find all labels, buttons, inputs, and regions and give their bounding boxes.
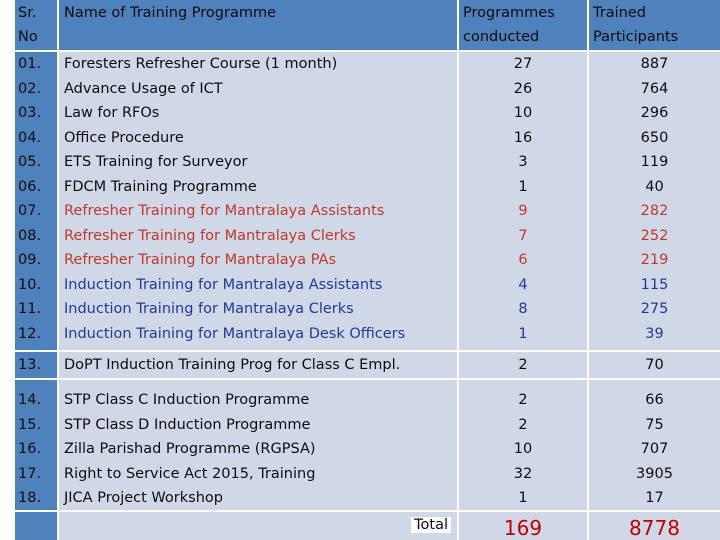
total-label-cell xyxy=(59,512,459,540)
programmes-count: 26 xyxy=(513,80,533,97)
programmes-count: 10 xyxy=(513,441,533,457)
sr-cell: 09. xyxy=(18,252,42,268)
programmes-count: 32 xyxy=(513,465,533,482)
programmes-count: 2 xyxy=(518,416,528,433)
table-header xyxy=(15,0,720,50)
programme-name: JICA Project Workshop xyxy=(64,490,223,506)
group1-name-column xyxy=(59,52,459,350)
sr-cell: 01. xyxy=(18,56,42,72)
sr-cell: 08. xyxy=(18,227,42,244)
total-row xyxy=(15,510,720,540)
participants-count: 17 xyxy=(645,490,664,506)
sr-cell: 11. xyxy=(18,301,42,317)
programme-name: FDCM Training Programme xyxy=(64,178,257,195)
header-participants xyxy=(589,0,720,50)
header-sr xyxy=(15,0,59,50)
programme-name: Refresher Training for Mantralaya Clerks xyxy=(64,227,356,244)
sr-cell: 05. xyxy=(18,154,42,170)
group3-participants-column xyxy=(589,380,720,510)
programmes-count: 3 xyxy=(518,154,528,170)
participants-count: 115 xyxy=(640,276,669,293)
participants-count: 296 xyxy=(640,105,669,121)
group3-name-column xyxy=(59,380,459,510)
programmes-count: 7 xyxy=(518,227,528,244)
programme-name: Refresher Training for Mantralaya PAs xyxy=(64,252,337,268)
header-part-line1: Trained xyxy=(593,5,646,21)
programme-name: Foresters Refresher Course (1 month) xyxy=(64,56,338,72)
participants-count: 3905 xyxy=(636,465,673,482)
programme-name: STP Class D Induction Programme xyxy=(64,416,311,433)
programmes-count: 1 xyxy=(518,490,528,506)
programme-name: ETS Training for Surveyor xyxy=(64,154,248,170)
header-prog-line2: conducted xyxy=(463,29,540,45)
total-participants: 8778 xyxy=(589,512,720,540)
programme-name: Zilla Parishad Programme (RGPSA) xyxy=(64,441,316,457)
programme-name: DoPT Induction Training Prog for Class C Empl. xyxy=(59,352,459,378)
participants-count: 39 xyxy=(645,325,664,342)
programmes-count: 10 xyxy=(513,105,533,121)
table-group-2 xyxy=(15,350,720,378)
participants-count: 70 xyxy=(589,352,720,378)
programmes-count: 4 xyxy=(518,276,528,293)
participants-count: 219 xyxy=(640,252,669,268)
participants-count: 66 xyxy=(645,392,664,408)
programme-name: Induction Training for Mantralaya Desk Officers xyxy=(64,325,406,342)
header-prog-line1: Programmes xyxy=(463,5,555,21)
programme-name: Right to Service Act 2015, Training xyxy=(64,465,316,482)
programmes-count: 2 xyxy=(459,352,589,378)
participants-count: 275 xyxy=(640,301,669,317)
programme-name: Office Procedure xyxy=(64,129,184,146)
table-group-1 xyxy=(15,50,720,350)
sr-cell: 18. xyxy=(18,490,42,506)
group3-programmes-column xyxy=(459,380,589,510)
programmes-count: 8 xyxy=(518,301,528,317)
participants-count: 707 xyxy=(640,441,669,457)
participants-count: 887 xyxy=(640,56,669,72)
sr-cell: 06. xyxy=(18,178,42,195)
group3-sr-column xyxy=(15,380,59,510)
group1-participants-column xyxy=(589,52,720,350)
sr-cell: 12. xyxy=(18,325,42,342)
participants-count: 252 xyxy=(640,227,669,244)
header-sr-line1: Sr. xyxy=(18,5,37,21)
total-sr-blank xyxy=(15,512,59,540)
total-programmes: 169 xyxy=(459,512,589,540)
sr-cell: 17. xyxy=(18,465,42,482)
sr-cell: 03. xyxy=(18,105,42,121)
sr-cell: 13. xyxy=(15,352,59,378)
sr-cell: 04. xyxy=(18,129,42,146)
header-name-label: Name of Training Programme xyxy=(64,5,277,21)
programme-name: Induction Training for Mantralaya Assistants xyxy=(64,276,383,293)
participants-count: 282 xyxy=(640,203,669,219)
group1-programmes-column xyxy=(459,52,589,350)
programme-name: Law for RFOs xyxy=(64,105,160,121)
sr-cell: 16. xyxy=(18,441,42,457)
programmes-count: 9 xyxy=(518,203,528,219)
group1-sr-column xyxy=(15,52,59,350)
sr-cell: 02. xyxy=(18,80,42,97)
sr-cell: 07. xyxy=(18,203,42,219)
participants-count: 764 xyxy=(640,80,669,97)
table-group-3 xyxy=(15,378,720,510)
sr-cell: 14. xyxy=(18,392,42,408)
programme-name: STP Class C Induction Programme xyxy=(64,392,310,408)
header-name xyxy=(59,0,459,50)
header-sr-line2: No xyxy=(18,29,38,45)
training-programmes-table xyxy=(15,0,720,540)
sr-cell: 15. xyxy=(18,416,42,433)
participants-count: 75 xyxy=(645,416,664,433)
programmes-count: 1 xyxy=(518,325,528,342)
header-programmes xyxy=(459,0,589,50)
programme-name: Refresher Training for Mantralaya Assistants xyxy=(64,203,385,219)
sr-cell: 10. xyxy=(18,276,42,293)
programmes-count: 6 xyxy=(518,252,528,268)
programmes-count: 1 xyxy=(518,178,528,195)
programmes-count: 2 xyxy=(518,392,528,408)
total-label: Total xyxy=(411,517,451,533)
participants-count: 119 xyxy=(640,154,669,170)
programme-name: Advance Usage of ICT xyxy=(64,80,223,97)
participants-count: 650 xyxy=(640,129,669,146)
header-part-line2: Participants xyxy=(593,29,679,45)
programmes-count: 16 xyxy=(513,129,533,146)
programmes-count: 27 xyxy=(513,56,533,72)
participants-count: 40 xyxy=(645,178,664,195)
programme-name: Induction Training for Mantralaya Clerks xyxy=(64,301,354,317)
